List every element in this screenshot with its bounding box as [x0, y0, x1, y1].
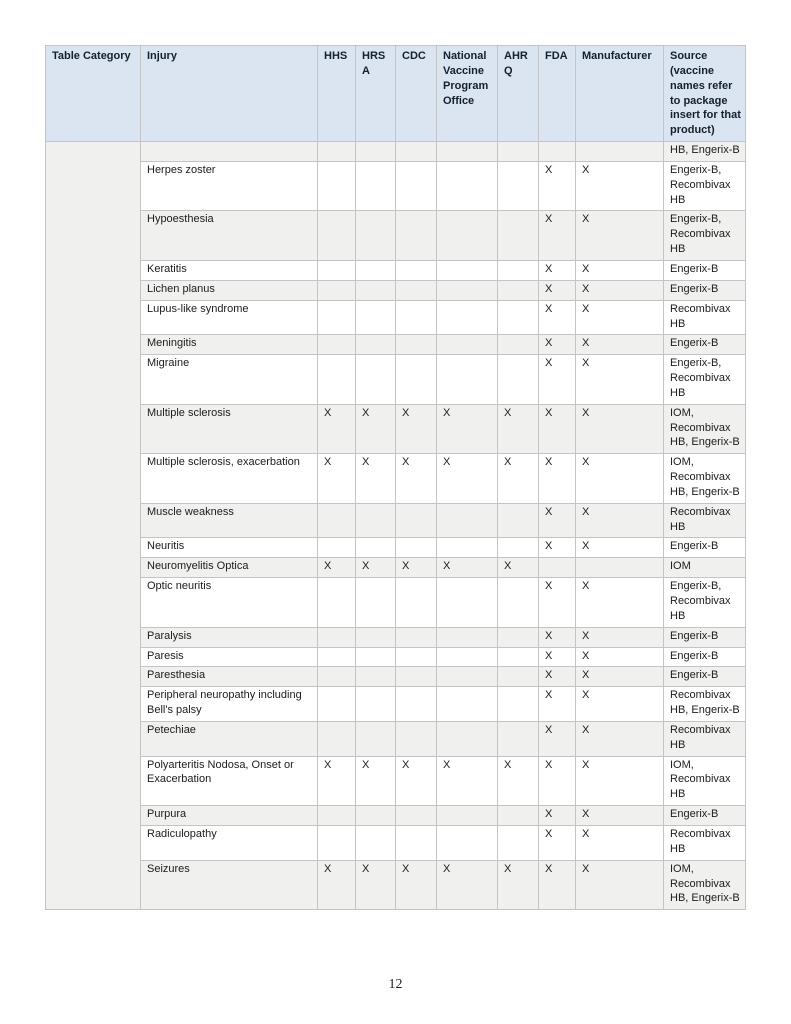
injury-cell: Keratitis: [141, 260, 318, 280]
nvpo-cell: X: [437, 860, 498, 910]
injury-cell: Purpura: [141, 806, 318, 826]
ahrq-cell: X: [498, 454, 539, 504]
cdc-cell: [396, 647, 437, 667]
table-row: [46, 578, 746, 628]
hrsa-cell: [356, 825, 396, 860]
hhs-cell: [318, 280, 356, 300]
fda-cell: X: [539, 756, 576, 806]
nvpo-cell: X: [437, 454, 498, 504]
source-cell: Engerix-B: [664, 260, 746, 280]
hhs-cell: [318, 260, 356, 280]
injury-cell: Petechiae: [141, 721, 318, 756]
table-row: [46, 260, 746, 280]
ahrq-cell: [498, 142, 539, 162]
cdc-cell: [396, 161, 437, 211]
fda-cell: X: [539, 260, 576, 280]
injury-cell: Muscle weakness: [141, 503, 318, 538]
ahrq-cell: [498, 355, 539, 405]
hhs-cell: X: [318, 756, 356, 806]
fda-cell: X: [539, 211, 576, 261]
header-row: [46, 46, 746, 142]
source-cell: Engerix-B: [664, 667, 746, 687]
fda-cell: X: [539, 454, 576, 504]
column-header-hrsa: HRSA: [356, 46, 396, 142]
hhs-cell: [318, 627, 356, 647]
fda-cell: X: [539, 161, 576, 211]
ahrq-cell: [498, 806, 539, 826]
hrsa-cell: [356, 627, 396, 647]
fda-cell: X: [539, 860, 576, 910]
ahrq-cell: [498, 647, 539, 667]
fda-cell: X: [539, 300, 576, 335]
table-row: [46, 627, 746, 647]
nvpo-cell: [437, 161, 498, 211]
cdc-cell: [396, 260, 437, 280]
nvpo-cell: [437, 503, 498, 538]
nvpo-cell: [437, 335, 498, 355]
ahrq-cell: [498, 335, 539, 355]
table-row: [46, 687, 746, 722]
source-cell: Engerix-B, Recombivax HB: [664, 161, 746, 211]
nvpo-cell: [437, 300, 498, 335]
nvpo-cell: [437, 578, 498, 628]
ahrq-cell: [498, 260, 539, 280]
column-header-source-vaccine: Source (vaccine names refer to package insert for that product): [664, 46, 746, 142]
manufacturer-cell: X: [576, 355, 664, 405]
hrsa-cell: [356, 806, 396, 826]
source-cell: IOM, Recombivax HB, Engerix-B: [664, 454, 746, 504]
cdc-cell: [396, 300, 437, 335]
cdc-cell: [396, 667, 437, 687]
column-header-cdc: CDC: [396, 46, 437, 142]
hrsa-cell: [356, 300, 396, 335]
manufacturer-cell: X: [576, 404, 664, 454]
nvpo-cell: [437, 806, 498, 826]
source-cell: Engerix-B, Recombivax HB: [664, 578, 746, 628]
manufacturer-cell: X: [576, 335, 664, 355]
ahrq-cell: X: [498, 860, 539, 910]
injury-cell: Optic neuritis: [141, 578, 318, 628]
hhs-cell: [318, 142, 356, 162]
table-row: [46, 721, 746, 756]
fda-cell: X: [539, 647, 576, 667]
manufacturer-cell: X: [576, 860, 664, 910]
column-header-manufacturer: Manufacturer: [576, 46, 664, 142]
source-cell: Engerix-B, Recombivax HB: [664, 211, 746, 261]
manufacturer-cell: X: [576, 161, 664, 211]
fda-cell: X: [539, 335, 576, 355]
column-header-national-vaccine: National Vaccine Program Office: [437, 46, 498, 142]
ahrq-cell: [498, 300, 539, 335]
hhs-cell: [318, 647, 356, 667]
hhs-cell: [318, 578, 356, 628]
ahrq-cell: [498, 627, 539, 647]
manufacturer-cell: X: [576, 627, 664, 647]
source-cell: IOM, Recombivax HB, Engerix-B: [664, 404, 746, 454]
hrsa-cell: X: [356, 454, 396, 504]
nvpo-cell: [437, 142, 498, 162]
hrsa-cell: [356, 335, 396, 355]
cdc-cell: [396, 335, 437, 355]
cdc-cell: [396, 806, 437, 826]
source-cell: Engerix-B: [664, 806, 746, 826]
fda-cell: X: [539, 538, 576, 558]
fda-cell: X: [539, 721, 576, 756]
nvpo-cell: [437, 211, 498, 261]
source-cell: Engerix-B: [664, 647, 746, 667]
injury-cell: Lupus-like syndrome: [141, 300, 318, 335]
hhs-cell: X: [318, 404, 356, 454]
fda-cell: [539, 558, 576, 578]
nvpo-cell: [437, 260, 498, 280]
fda-cell: X: [539, 687, 576, 722]
table-row: [46, 211, 746, 261]
vaccine-injury-table: [45, 45, 746, 910]
source-cell: HB, Engerix-B: [664, 142, 746, 162]
injury-cell: Migraine: [141, 355, 318, 405]
column-header-table-category: Table Category: [46, 46, 141, 142]
hhs-cell: X: [318, 860, 356, 910]
nvpo-cell: [437, 825, 498, 860]
manufacturer-cell: X: [576, 687, 664, 722]
ahrq-cell: [498, 825, 539, 860]
ahrq-cell: [498, 161, 539, 211]
source-cell: IOM: [664, 558, 746, 578]
source-cell: Engerix-B: [664, 335, 746, 355]
table-row: [46, 806, 746, 826]
nvpo-cell: X: [437, 558, 498, 578]
cdc-cell: [396, 825, 437, 860]
manufacturer-cell: X: [576, 211, 664, 261]
hhs-cell: [318, 538, 356, 558]
column-header-fda: FDA: [539, 46, 576, 142]
cdc-cell: [396, 721, 437, 756]
nvpo-cell: [437, 687, 498, 722]
injury-cell: Paresis: [141, 647, 318, 667]
manufacturer-cell: X: [576, 503, 664, 538]
source-cell: Engerix-B, Recombivax HB: [664, 355, 746, 405]
source-cell: Engerix-B: [664, 280, 746, 300]
injury-cell: Lichen planus: [141, 280, 318, 300]
hhs-cell: [318, 687, 356, 722]
injury-cell: Peripheral neuropathy including Bell's palsy: [141, 687, 318, 722]
table-row: [46, 404, 746, 454]
cdc-cell: X: [396, 454, 437, 504]
table-row: [46, 667, 746, 687]
source-cell: IOM, Recombivax HB: [664, 756, 746, 806]
manufacturer-cell: X: [576, 756, 664, 806]
nvpo-cell: [437, 667, 498, 687]
injury-cell: Multiple sclerosis: [141, 404, 318, 454]
cdc-cell: X: [396, 860, 437, 910]
nvpo-cell: [437, 721, 498, 756]
ahrq-cell: [498, 667, 539, 687]
table-row: [46, 161, 746, 211]
manufacturer-cell: X: [576, 825, 664, 860]
cdc-cell: [396, 627, 437, 647]
injury-cell: Polyarteritis Nodosa, Onset or Exacerbation: [141, 756, 318, 806]
hrsa-cell: [356, 280, 396, 300]
hrsa-cell: X: [356, 756, 396, 806]
hhs-cell: [318, 335, 356, 355]
ahrq-cell: X: [498, 404, 539, 454]
fda-cell: X: [539, 578, 576, 628]
hrsa-cell: [356, 667, 396, 687]
manufacturer-cell: X: [576, 578, 664, 628]
hhs-cell: X: [318, 558, 356, 578]
nvpo-cell: [437, 280, 498, 300]
table-row: [46, 335, 746, 355]
hrsa-cell: [356, 142, 396, 162]
cdc-cell: [396, 503, 437, 538]
cdc-cell: [396, 687, 437, 722]
table-category-cell: [46, 142, 141, 910]
injury-cell: Multiple sclerosis, exacerbation: [141, 454, 318, 504]
hhs-cell: X: [318, 454, 356, 504]
hrsa-cell: [356, 721, 396, 756]
hhs-cell: [318, 825, 356, 860]
ahrq-cell: [498, 503, 539, 538]
hrsa-cell: [356, 161, 396, 211]
page-number: 12: [388, 977, 403, 992]
fda-cell: [539, 142, 576, 162]
table-row: [46, 558, 746, 578]
fda-cell: X: [539, 503, 576, 538]
hhs-cell: [318, 503, 356, 538]
cdc-cell: [396, 280, 437, 300]
injury-cell: Neuromyelitis Optica: [141, 558, 318, 578]
manufacturer-cell: X: [576, 260, 664, 280]
hrsa-cell: [356, 355, 396, 405]
cdc-cell: [396, 355, 437, 405]
nvpo-cell: [437, 538, 498, 558]
injury-cell: Herpes zoster: [141, 161, 318, 211]
table-row: [46, 538, 746, 558]
ahrq-cell: [498, 280, 539, 300]
manufacturer-cell: X: [576, 806, 664, 826]
injury-cell: Paralysis: [141, 627, 318, 647]
table-row: [46, 756, 746, 806]
source-cell: Recombivax HB: [664, 721, 746, 756]
ahrq-cell: [498, 578, 539, 628]
table-row: [46, 280, 746, 300]
hhs-cell: [318, 161, 356, 211]
manufacturer-cell: X: [576, 280, 664, 300]
manufacturer-cell: X: [576, 647, 664, 667]
manufacturer-cell: X: [576, 454, 664, 504]
table-row: [46, 300, 746, 335]
cdc-cell: [396, 211, 437, 261]
ahrq-cell: [498, 721, 539, 756]
manufacturer-cell: [576, 142, 664, 162]
table-row: [46, 647, 746, 667]
column-header-hhs: HHS: [318, 46, 356, 142]
manufacturer-cell: X: [576, 721, 664, 756]
nvpo-cell: [437, 627, 498, 647]
cdc-cell: X: [396, 756, 437, 806]
manufacturer-cell: X: [576, 300, 664, 335]
nvpo-cell: X: [437, 756, 498, 806]
table-row: [46, 825, 746, 860]
source-cell: IOM, Recombivax HB, Engerix-B: [664, 860, 746, 910]
hrsa-cell: [356, 578, 396, 628]
table-row: [46, 355, 746, 405]
cdc-cell: [396, 578, 437, 628]
cdc-cell: [396, 142, 437, 162]
injury-cell: Paresthesia: [141, 667, 318, 687]
fda-cell: X: [539, 806, 576, 826]
table-row: [46, 454, 746, 504]
ahrq-cell: X: [498, 558, 539, 578]
ahrq-cell: [498, 687, 539, 722]
ahrq-cell: X: [498, 756, 539, 806]
hrsa-cell: [356, 687, 396, 722]
manufacturer-cell: [576, 558, 664, 578]
injury-cell: Neuritis: [141, 538, 318, 558]
nvpo-cell: [437, 647, 498, 667]
nvpo-cell: [437, 355, 498, 405]
source-cell: Recombivax HB: [664, 300, 746, 335]
hrsa-cell: [356, 538, 396, 558]
manufacturer-cell: X: [576, 667, 664, 687]
fda-cell: X: [539, 280, 576, 300]
ahrq-cell: [498, 211, 539, 261]
hrsa-cell: [356, 211, 396, 261]
source-cell: Recombivax HB: [664, 825, 746, 860]
column-header-injury: Injury: [141, 46, 318, 142]
hrsa-cell: [356, 260, 396, 280]
hhs-cell: [318, 721, 356, 756]
fda-cell: X: [539, 667, 576, 687]
hhs-cell: [318, 806, 356, 826]
fda-cell: X: [539, 825, 576, 860]
source-cell: Engerix-B: [664, 538, 746, 558]
column-header-ahrq: AHRQ: [498, 46, 539, 142]
hrsa-cell: [356, 503, 396, 538]
table-row: [46, 860, 746, 910]
cdc-cell: X: [396, 404, 437, 454]
injury-cell: [141, 142, 318, 162]
table-row: [46, 503, 746, 538]
hhs-cell: [318, 211, 356, 261]
source-cell: Engerix-B: [664, 627, 746, 647]
injury-cell: Radiculopathy: [141, 825, 318, 860]
fda-cell: X: [539, 355, 576, 405]
hhs-cell: [318, 355, 356, 405]
cdc-cell: [396, 538, 437, 558]
source-cell: Recombivax HB: [664, 503, 746, 538]
ahrq-cell: [498, 538, 539, 558]
hrsa-cell: X: [356, 558, 396, 578]
injury-cell: Hypoesthesia: [141, 211, 318, 261]
cdc-cell: X: [396, 558, 437, 578]
hrsa-cell: X: [356, 404, 396, 454]
table-row: [46, 142, 746, 162]
fda-cell: X: [539, 627, 576, 647]
nvpo-cell: X: [437, 404, 498, 454]
source-cell: Recombivax HB, Engerix-B: [664, 687, 746, 722]
injury-cell: Seizures: [141, 860, 318, 910]
fda-cell: X: [539, 404, 576, 454]
hhs-cell: [318, 667, 356, 687]
hhs-cell: [318, 300, 356, 335]
hrsa-cell: [356, 647, 396, 667]
injury-cell: Meningitis: [141, 335, 318, 355]
manufacturer-cell: X: [576, 538, 664, 558]
hrsa-cell: X: [356, 860, 396, 910]
